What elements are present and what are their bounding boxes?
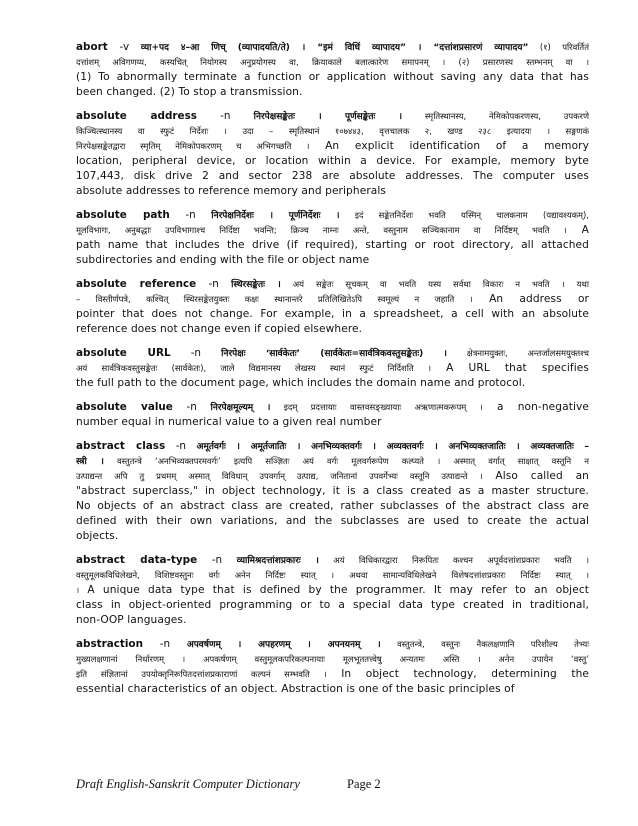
sanskrit-headword: निरपेक्षः ‘सार्वकेतः’ (सार्वकेतः=सार्वत्रिकवस्तुसङ्केतः) ।: [221, 349, 447, 359]
part-of-speech: -n: [186, 401, 197, 413]
dictionary-page: [76, 40, 589, 706]
entry-line: [76, 484, 589, 499]
english-definition: "abstract superclass," in object technology, it is a class created as a master structure.: [76, 485, 589, 497]
english-definition: A unique data type that is defined by the programmer. It may refer to an object: [79, 584, 589, 596]
sanskrit-headword: स्थिरसङ्केतः ।: [231, 280, 281, 290]
entry-line: [76, 469, 589, 484]
entry-line: [76, 400, 589, 415]
english-definition: non-OOP languages.: [76, 614, 187, 626]
english-definition: absolute addresses to reference memory and peripherals: [76, 185, 387, 197]
headword: absolute value: [76, 401, 173, 413]
english-definition: An explicit identification of a memory: [309, 140, 589, 152]
sanskrit-text: स्मृतिस्थानस्य, नेमिकोपकरणस्य, उपकरणे: [402, 111, 589, 121]
dictionary-entry: [76, 637, 589, 697]
english-definition: defined with their own variations, and the subclasses are used to create the actual: [76, 515, 589, 527]
english-definition: A URL that specifies: [431, 362, 589, 374]
part-of-speech: -n: [211, 554, 223, 566]
sanskrit-text: वस्तुतन्त्रे ‘अनभिव्यक्तपरमवर्गः’ इत्यपि सञ्ज्ञितः अयं वर्गः मूलवर्गरूपेण कल्प्यते । अस्मात् वर्गात् साक्षात् वस्तूनि न: [103, 456, 589, 466]
entry-line: [76, 637, 589, 652]
english-definition: a non-negative: [482, 401, 589, 413]
dictionary-entry: [76, 553, 589, 628]
entry-line: [76, 499, 589, 514]
entry-line: [76, 613, 589, 628]
sanskrit-text: (१) परिवर्तितं: [528, 42, 589, 52]
dictionary-entry: [76, 277, 589, 337]
english-definition: location, peripheral device, or location within a device. For example, memory byte: [76, 155, 589, 167]
entry-line: [76, 70, 589, 85]
part-of-speech: -n: [175, 440, 187, 452]
sanskrit-text: निरपेक्षसङ्केतद्वारा स्मृतिम् नेमिकोपकरणम् च अभिगच्छति ।: [76, 141, 310, 151]
sanskrit-text: वस्तुतन्त्रे, वस्तुनः नैकलक्षणानि परिशील्य तेभ्यः: [380, 639, 589, 649]
entry-line: [76, 598, 589, 613]
entry-line: [76, 415, 589, 430]
headword: abstract data-type: [76, 554, 198, 566]
entry-line: [76, 124, 589, 139]
sanskrit-text: वस्तुमूलकविधिलेखने, विशिष्टवस्तुनः वर्गः अनेन निर्दिष्टः स्यात् । अथवा सामान्यविधिलेखने विशेषदत्तांशप्रकारः निर्दिष्टः स्यात् ।: [76, 570, 589, 580]
sanskrit-text: अयं सार्वत्रिकवस्तुसङ्केतः (सार्वकेतः), जाले विद्यमानस्य लेखस्य स्थानं स्फुटं निर्दिशति ।: [76, 363, 432, 373]
sanskrit-headword: व्या+पद ४–आ णिच् (व्यापादयति/ते) । “इमं विधिं व्यापादय” । “दत्तांशप्रसारणं व्यापादय”: [140, 43, 529, 53]
entry-line: [76, 253, 589, 268]
english-definition: No objects of an abstract class are created, rather subclasses of the abstract class are: [76, 500, 589, 512]
entry-line: [76, 307, 589, 322]
english-definition: An address or: [472, 293, 589, 305]
sanskrit-text: दत्तांशम् अविगणय्य, कस्यचित् नियोगस्य अनुप्रयोगस्य वा, क्रियाकाले बलात्कारेण समापनम् । (२) प्रसारणस्य स्तम्भनम् वा ।: [76, 57, 589, 67]
part-of-speech: -n: [185, 209, 196, 221]
entry-line: [76, 139, 589, 154]
entry-line: [76, 667, 589, 682]
entry-line: [76, 277, 589, 292]
sanskrit-text: मुख्यलक्षणानां निर्धारणम् । अपकर्षणम् वस्तुमूलकपरिकल्पनायाः मूलभूततत्त्वेषु अन्यतमः अस्ति । अनेन उपायेन ‘वस्तु’: [76, 654, 589, 664]
sanskrit-headword: अमूर्तवर्गः । अमूर्तजातिः । अनभिव्यक्तवर्गः । अव्यक्तवर्गः । अनभिव्यक्तजातिः । अव्यक्तजातिः –: [196, 442, 589, 452]
entry-line: [76, 583, 589, 598]
sanskrit-text: इदम् प्रदत्तायाः वास्तवसङ्ख्यायाः अऋणात्मकरूपम् ।: [270, 402, 483, 412]
sanskrit-headword: व्यामिश्रदत्तांशप्रकारः ।: [236, 556, 319, 566]
entry-line: [76, 223, 589, 238]
headword: abstraction: [76, 638, 143, 650]
entry-line: [76, 454, 589, 469]
english-definition: objects.: [76, 530, 119, 542]
dictionary-entry: [76, 439, 589, 544]
sanskrit-headword: स्त्री ।: [76, 457, 104, 467]
entry-line: [76, 292, 589, 307]
headword: absolute address: [76, 110, 197, 122]
entry-line: [76, 439, 589, 454]
sanskrit-text: अयं सङ्केतः सूचकम् वा भवति यस्य सर्वथा विकारः न भवति । यथा: [280, 279, 589, 289]
dictionary-entry: [76, 208, 589, 268]
entry-line: [76, 322, 589, 337]
part-of-speech: -v: [119, 41, 130, 53]
english-definition: (1) To abnormally terminate a function or application without saving any data that has: [76, 71, 589, 83]
entry-line: [76, 346, 589, 361]
english-definition: In object technology, determining the: [326, 668, 589, 680]
headword: absolute URL: [76, 347, 171, 359]
sanskrit-text: किञ्चित्स्थानस्य वा स्फुटं निर्देशः । उदा – स्मृतिस्थानं १०७४४३, वृत्तचालक २, खण्ड २३८ इत्यादयः । सङ्गणकं: [76, 126, 589, 136]
entry-line: [76, 208, 589, 223]
sanskrit-text: – विस्तीर्णपत्रे, कश्चित् स्थिरसङ्केतयुक्तः कक्षः स्थानान्तरे प्रतिलिखितेऽपि स्वमूल्यं न जहाति ।: [76, 294, 473, 304]
entry-line: [76, 109, 589, 124]
entry-line: [76, 529, 589, 544]
english-definition: class in object-oriented programming or to a special data type created in traditional,: [76, 599, 589, 611]
sanskrit-text: उत्पाद्यन्त अपि तु प्रथमम् अस्मात् विविधान् उपवर्गान् उत्पाद्य, जनितानां उपवर्गेभ्यः वस्तूनि उत्पाद्यन्ते ।: [76, 471, 483, 481]
sanskrit-headword: अपवर्षणम् । अपहरणम् । अपनयनम् ।: [186, 640, 381, 650]
dictionary-entry: [76, 40, 589, 100]
entry-line: [76, 682, 589, 697]
dictionary-entry: [76, 400, 589, 430]
footer-page-number: Page 2: [347, 777, 381, 791]
entry-line: [76, 652, 589, 667]
headword: abort: [76, 41, 108, 53]
english-definition: 107,443, disk drive 2 and sector 238 are absolute addresses. The computer uses: [76, 170, 589, 182]
sanskrit-text: अयं विधिकारद्वारा निरूपितः कश्चन अपूर्वदत्तांशप्रकारः भवति ।: [318, 555, 589, 565]
sanskrit-headword: निरपेक्षसङ्केतः । पूर्णसङ्केतः ।: [253, 112, 403, 122]
sanskrit-text: क्षेत्रनामयुक्तः, अन्तर्जालसमयुक्तश्च: [446, 348, 589, 358]
sanskrit-text: इति संज्ञितानां उपयोक्तृनिरूपितदत्तांशप्रकाराणां कल्पनं सम्भवति ।: [76, 669, 327, 679]
sanskrit-headword: निरपेक्षनिर्देशः । पूर्णनिर्देशः ।: [211, 211, 340, 221]
entry-line: [76, 553, 589, 568]
part-of-speech: -n: [159, 638, 171, 650]
page-footer: [76, 777, 589, 793]
english-definition: been changed. (2) To stop a transmission.: [76, 86, 303, 98]
entry-line: [76, 85, 589, 100]
entry-line: [76, 184, 589, 199]
english-definition: path name that includes the drive (if required), starting or root directory, all attached: [76, 239, 589, 251]
english-definition: essential characteristics of an object. Abstraction is one of the basic principles of: [76, 683, 515, 695]
english-definition: subdirectories and ending with the file or object name: [76, 254, 370, 266]
entry-line: [76, 154, 589, 169]
english-definition: number equal in numerical value to a given real number: [76, 416, 382, 428]
part-of-speech: -n: [208, 278, 219, 290]
entry-line: [76, 55, 589, 70]
english-definition: pointer that does not change. For example, in a spreadsheet, a cell with an absolute: [76, 308, 589, 320]
entry-line: [76, 238, 589, 253]
entry-line: [76, 40, 589, 55]
entry-line: [76, 376, 589, 391]
part-of-speech: -n: [220, 110, 231, 122]
entry-line: [76, 568, 589, 583]
dictionary-entry: [76, 346, 589, 391]
english-definition: Also called an: [482, 470, 589, 482]
sanskrit-headword: निरपेक्षमूल्यम् ।: [210, 403, 271, 413]
entry-line: [76, 169, 589, 184]
footer-title: Draft English-Sanskrit Computer Dictionary: [76, 777, 300, 791]
entry-line: [76, 514, 589, 529]
entry-line: [76, 361, 589, 376]
dictionary-entry: [76, 109, 589, 199]
english-definition: the full path to the document page, which includes the domain name and protocol.: [76, 377, 526, 389]
sanskrit-text: मूलविभागः, अनुबद्धाः उपविभागाश्च निर्दिष्टा भवन्ति; क्रिञ्च नाम्नः अन्ते, वस्तुनाम सञ्चिकानाम वा निर्दिष्टम् भवति ।: [76, 225, 567, 235]
headword: abstract class: [76, 440, 166, 452]
headword: absolute path: [76, 209, 170, 221]
sanskrit-text: इदं सङ्केतनिर्देशः भवति यस्मिन् चालकनाम (यद्यावश्यकम्),: [339, 210, 589, 220]
english-definition: reference does not change even if copied elsewhere.: [76, 323, 363, 335]
sanskrit-text: ।: [76, 585, 80, 595]
part-of-speech: -n: [190, 347, 202, 359]
headword: absolute reference: [76, 278, 197, 290]
english-definition: A: [566, 224, 589, 236]
